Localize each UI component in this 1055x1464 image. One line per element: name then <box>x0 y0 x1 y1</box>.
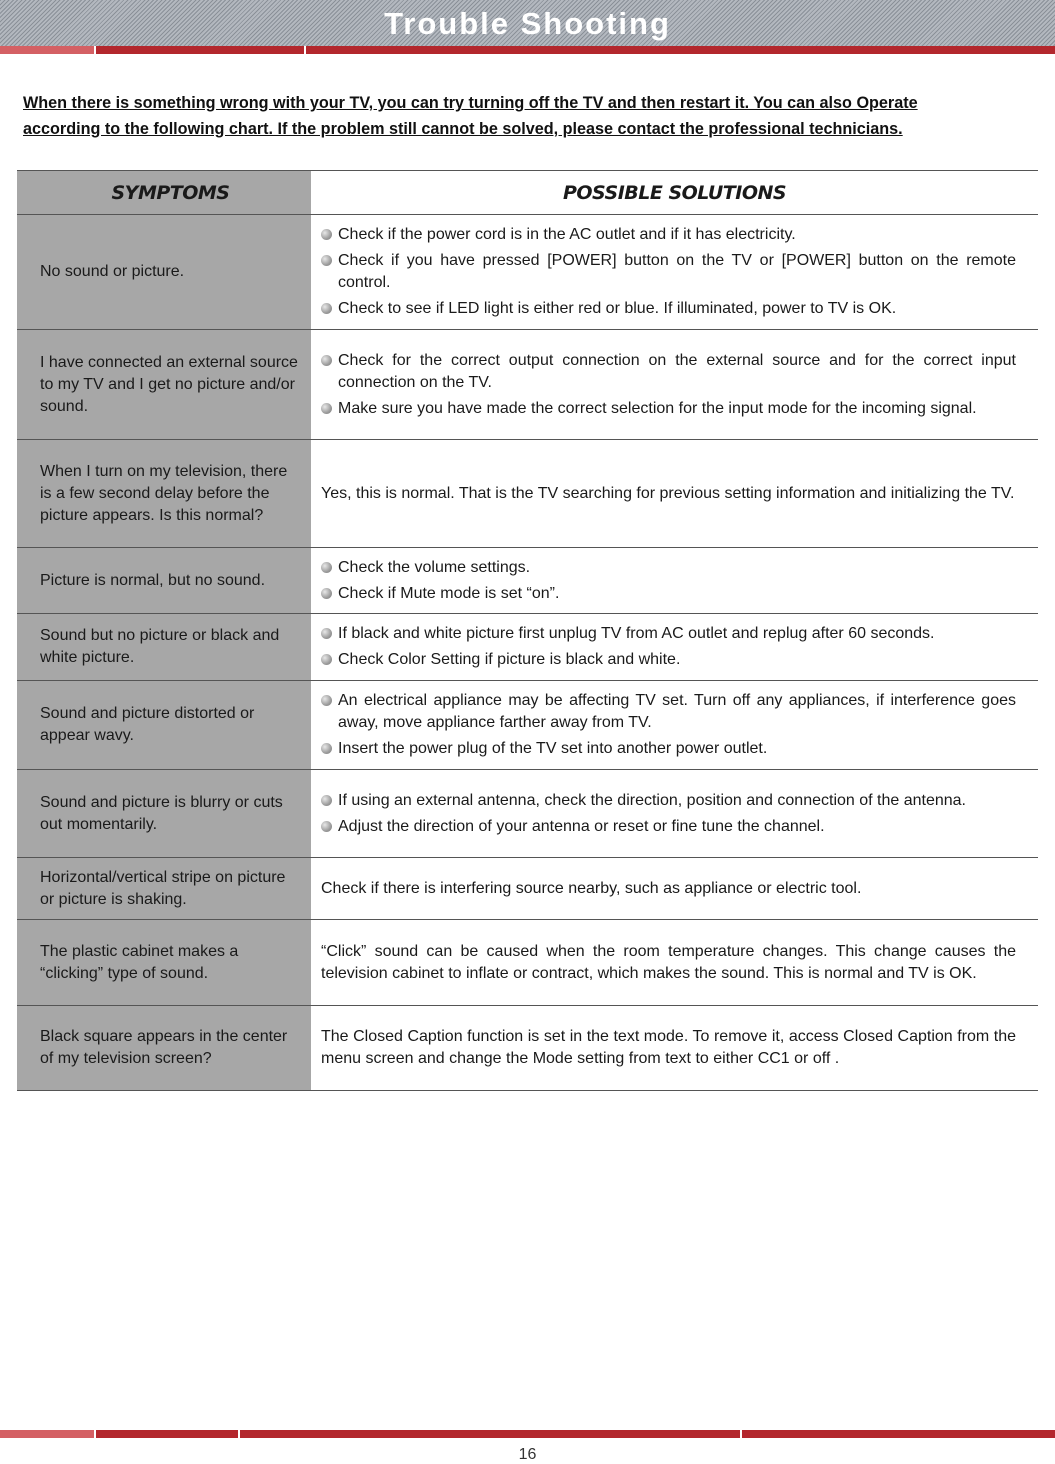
solution-cell <box>311 920 1038 1005</box>
solution-item: Make sure you have made the correct selection for the input mode for the incoming signal. <box>321 398 1016 420</box>
solution-item: Check the volume settings. <box>321 557 1016 579</box>
table-row <box>17 770 1038 858</box>
bullet-icon <box>321 303 332 314</box>
solution-cell <box>311 215 1038 329</box>
solution-item: If using an external antenna, check the direction, position and connection of the antenna. <box>321 790 1016 812</box>
solution-text: “Click” sound can be caused when the room temperature changes. This change causes the television cabinet to inflate or contract, which makes the sound. This is normal and TV is OK. <box>321 942 1016 982</box>
page-title: Trouble Shooting <box>384 6 671 41</box>
header-accent-right <box>306 46 1055 54</box>
symptom-cell: Horizontal/vertical stripe on picture or picture is shaking. <box>17 858 311 919</box>
bullet-icon <box>321 628 332 639</box>
header-symptoms: SYMPTOMS <box>17 171 311 214</box>
solution-item: Check Color Setting if picture is black and white. <box>321 649 1016 671</box>
header-accent-left <box>0 46 94 54</box>
bullet-icon <box>321 588 332 599</box>
solution-cell <box>311 681 1038 769</box>
bullet-icon <box>321 695 332 706</box>
table-row <box>17 681 1038 770</box>
table-header-row <box>17 171 1038 215</box>
footer-accent-right <box>742 1430 1055 1438</box>
solution-item: Insert the power plug of the TV set into another power outlet. <box>321 738 1016 760</box>
symptom-cell: Sound and picture distorted or appear wavy. <box>17 681 311 769</box>
solution-text: Check if there is interfering source nearby, such as appliance or electric tool. <box>321 879 862 897</box>
solution-item: Adjust the direction of your antenna or reset or fine tune the channel. <box>321 816 1016 838</box>
solution-cell <box>311 548 1038 613</box>
bullet-icon <box>321 355 332 366</box>
symptom-cell: I have connected an external source to my TV and I get no picture and/or sound. <box>17 330 311 439</box>
table-row <box>17 1006 1038 1091</box>
footer-accent-center <box>240 1430 740 1438</box>
table-row <box>17 920 1038 1006</box>
solution-cell <box>311 770 1038 857</box>
bullet-icon <box>321 795 332 806</box>
intro-text <box>23 90 1038 142</box>
bullet-icon <box>321 562 332 573</box>
bullet-icon <box>321 255 332 266</box>
table-row <box>17 614 1038 681</box>
table-row <box>17 548 1038 614</box>
symptom-cell: Sound and picture is blurry or cuts out momentarily. <box>17 770 311 857</box>
intro-line-1: When there is something wrong with your TV, you can try turning off the TV and then restart it. You can also Operate <box>23 94 918 112</box>
solution-cell <box>311 440 1038 547</box>
footer-accent-mid <box>96 1430 238 1438</box>
solution-item: If black and white picture first unplug TV from AC outlet and replug after 60 seconds. <box>321 623 1016 645</box>
bullet-icon <box>321 654 332 665</box>
symptom-cell: Picture is normal, but no sound. <box>17 548 311 613</box>
page-number: 16 <box>518 1446 537 1463</box>
bullet-icon <box>321 403 332 414</box>
solution-cell <box>311 1006 1038 1090</box>
bullet-icon <box>321 821 332 832</box>
table-row <box>17 858 1038 920</box>
troubleshooting-table <box>17 170 1038 1091</box>
solution-item: Check if you have pressed [POWER] button on the TV or [POWER] button on the remote control. <box>321 250 1016 294</box>
symptom-cell: No sound or picture. <box>17 215 311 329</box>
solution-text: Yes, this is normal. That is the TV searching for previous setting information and initializing the TV. <box>321 484 1015 502</box>
table-row <box>17 440 1038 548</box>
solution-item: An electrical appliance may be affecting TV set. Turn off any appliances, if interference goes away, move appliance farther away from TV. <box>321 690 1016 734</box>
solution-item: Check if the power cord is in the AC outlet and if it has electricity. <box>321 224 1016 246</box>
table-row <box>17 215 1038 330</box>
solution-item: Check if Mute mode is set “on”. <box>321 583 1016 605</box>
bullet-icon <box>321 229 332 240</box>
solution-item: Check for the correct output connection on the external source and for the correct input connection on the TV. <box>321 350 1016 394</box>
intro-line-2: according to the following chart. If the problem still cannot be solved, please contact the professional technicians. <box>23 120 903 138</box>
solution-item: Check to see if LED light is either red or blue. If illuminated, power to TV is OK. <box>321 298 1016 320</box>
symptom-cell: When I turn on my television, there is a few second delay before the picture appears. Is this normal? <box>17 440 311 547</box>
bullet-icon <box>321 743 332 754</box>
solution-cell <box>311 330 1038 439</box>
table-row <box>17 330 1038 440</box>
page-header <box>0 0 1055 46</box>
solution-cell <box>311 614 1038 680</box>
symptom-cell: Sound but no picture or black and white picture. <box>17 614 311 680</box>
solution-text: The Closed Caption function is set in the text mode. To remove it, access Closed Caption from the menu screen and change the Mode setting from text to either CC1 or off . <box>321 1028 1016 1067</box>
solution-cell <box>311 858 1038 919</box>
symptom-cell: The plastic cabinet makes a “clicking” type of sound. <box>17 920 311 1005</box>
footer-accent-left <box>0 1430 94 1438</box>
symptom-cell: Black square appears in the center of my television screen? <box>17 1006 311 1090</box>
header-solutions: POSSIBLE SOLUTIONS <box>562 181 787 204</box>
header-accent-mid <box>96 46 304 54</box>
